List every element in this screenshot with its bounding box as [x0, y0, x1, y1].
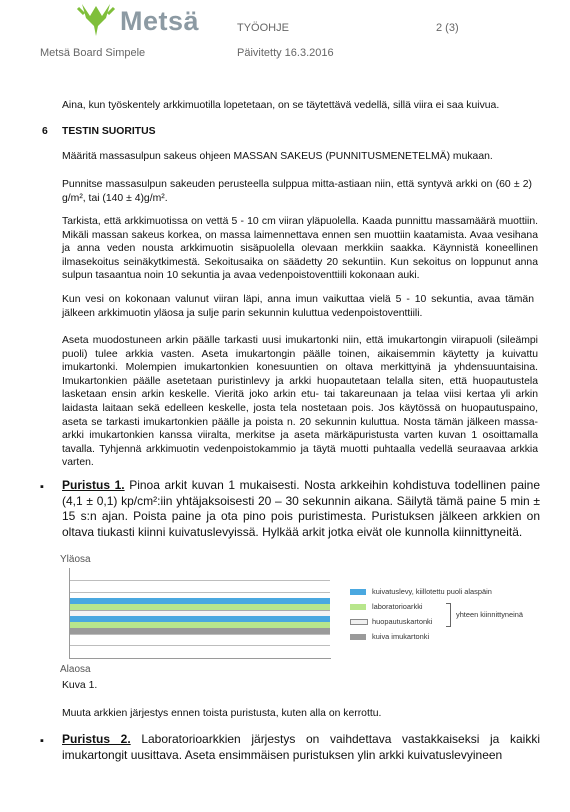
press-1-text: Pinoa arkit kuvan 1 mukaisesti. Nosta arkkeihin kohdistuva todellinen paine (4,1 ± 0,1) kp/cm²:iin yhtäjaksoisesti 20 – 30 sekunnin aikana. Säilytä tämä paine 5 min ± 15 s:n ajan. Poista paine ja ota pino pois puristimesta. Puristuksen jälkeen arkkien on oltava tiukasti kiinni kuivatuslevyissä. Hylkää arkit jotka eivät ole kunnolla kiinnittyneitä. — [62, 478, 540, 539]
figure-bottom-label: Alaosa — [60, 664, 91, 675]
press-1-title: Puristus 1. — [62, 478, 125, 492]
legend-swatch — [350, 589, 366, 595]
figure-gridline — [70, 634, 330, 635]
legend-swatch — [350, 634, 366, 640]
figure-top-label: Yläosa — [60, 554, 91, 565]
page-number: 2 (3) — [436, 22, 459, 34]
legend-brace — [446, 603, 451, 627]
figure-caption: Kuva 1. — [62, 680, 98, 691]
section-title: TESTIN SUORITUS — [62, 126, 156, 137]
figure-gridline — [70, 580, 330, 581]
press-2-paragraph — [62, 732, 540, 763]
figure-gridline — [70, 645, 330, 646]
document-type: TYÖOHJE — [237, 22, 289, 34]
legend-label: laboratorioarkki — [372, 602, 423, 611]
press-1-paragraph — [62, 478, 540, 540]
logo-text: Metsä — [120, 6, 200, 36]
legend-label: huopautuskartonki — [372, 617, 433, 626]
figure-gridline — [70, 592, 330, 593]
paragraph-blotter: Aseta muodostuneen arkin päälle tarkasti uusi imukartonki niin, että imukartongin viirapuoli (sileämpi puoli) tulee arkkia vasten. Aseta imukartongin päälle toinen, aikaisemmin käytetty ja kuivattu imukartonki. Molempien imukartonkien konesuuntien on oltava merkittyinä ja yhdensuuntaisina. Imukartonkien päälle asetetaan puristinlevy ja arkki huopautetaan telalla siten, että huopautustela lasketaan ensin arkin keskelle. Vieritä joko arkin etu- tai takareunaan ja telaa viisi kertaa yli arkin laidasta laitaan sekä edelleen keskelle, josta tela nostetaan pois. Jos käytössä on huopautuspaino, aseta se tarkasti imukartonkien päälle ja poista n. 20 sekunnin kuluttua. Nosta tämän jälkeen massa-arkki imukartonkien kanssa viiralta, merkitse ja aseta märkäpuristusta varten kuvan 1 osoittamalla tavalla. Tyhjennä arkkimuotin vedenpoistokammio ja täytä muotti puhtaalla vedellä seuraavaa arkkia varten. — [62, 335, 538, 469]
press-2-title: Puristus 2. — [62, 732, 131, 746]
paragraph-weigh: Punnitse massasulpun sakeuden perusteella sulppua mitta-astiaan niin, että syntyvä arkki on (60 ± 2) g/m², tai (140 ± 4)g/m². — [62, 179, 532, 204]
press-2-text: Laboratorioarkkien järjestys on vaihdettava vastakkaiseksi ja kaikki imukartongit uusittava. Aseta ensimmäisen puristuksen ylin arkki kuivatuslevyineen — [62, 732, 541, 762]
legend-group-label: yhteen kiinnittyneinä — [456, 610, 523, 619]
figure-note: Muuta arkkien järjestys ennen toista puristusta, kuten alla on kerrottu. — [62, 708, 382, 719]
layer-dry-blotter — [70, 628, 330, 634]
paragraph-drain: Kun vesi on kokonaan valunut viiran läpi, anna imun vaikuttaa vielä 5 - 10 sekuntia, avaa tämän jälkeen arkkimuotin yläosa ja sulje parin sekunnin kuluttua vedenpoistoventtiili. — [62, 294, 534, 319]
legend-swatch — [350, 619, 368, 625]
paragraph-consistency: Määritä massasulpun sakeus ohjeen MASSAN SAKEUS (PUNNITUSMENETELMÄ) mukaan. — [62, 151, 493, 162]
updated-date: Päivitetty 16.3.2016 — [237, 47, 334, 59]
legend-label: kuiva imukartonki — [372, 632, 430, 641]
section-number: 6 — [42, 126, 48, 137]
paragraph-check-mould: Tarkista, että arkkimuotissa on vettä 5 - 10 cm viiran yläpuolella. Kaada punnittu massamäärä muottiin. Mikäli massan sakeus korkea, on massa laimennettava ennen sen muottiin kaatamista. Avaa vesihana ja anna veden nousta arkkimuotin sisäpuolella olevaan merkkiin saakka. Käynnistä koneellinen ilmasekoitus seinäkytkimestä. Sekoitusaika on säädetty 20 sekuntiin. Kun sekoitus on loppunut anna sulpun tasaantua noin 10 sekuntia ja avaa vedenpoistoventtiili kokonaan auki. — [62, 216, 538, 282]
legend-label: kuivatuslevy, kiillotettu puoli alaspäin — [372, 587, 492, 596]
company-name: Metsä Board Simpele — [40, 47, 146, 59]
bullet-marker: ▪ — [40, 735, 44, 747]
legend-swatch — [350, 604, 366, 610]
bullet-marker: ▪ — [40, 481, 44, 493]
intro-text: Aina, kun työskentely arkkimuotilla lopetetaan, on se täytettävä vedellä, sillä viira ei saa kuivua. — [62, 100, 500, 111]
